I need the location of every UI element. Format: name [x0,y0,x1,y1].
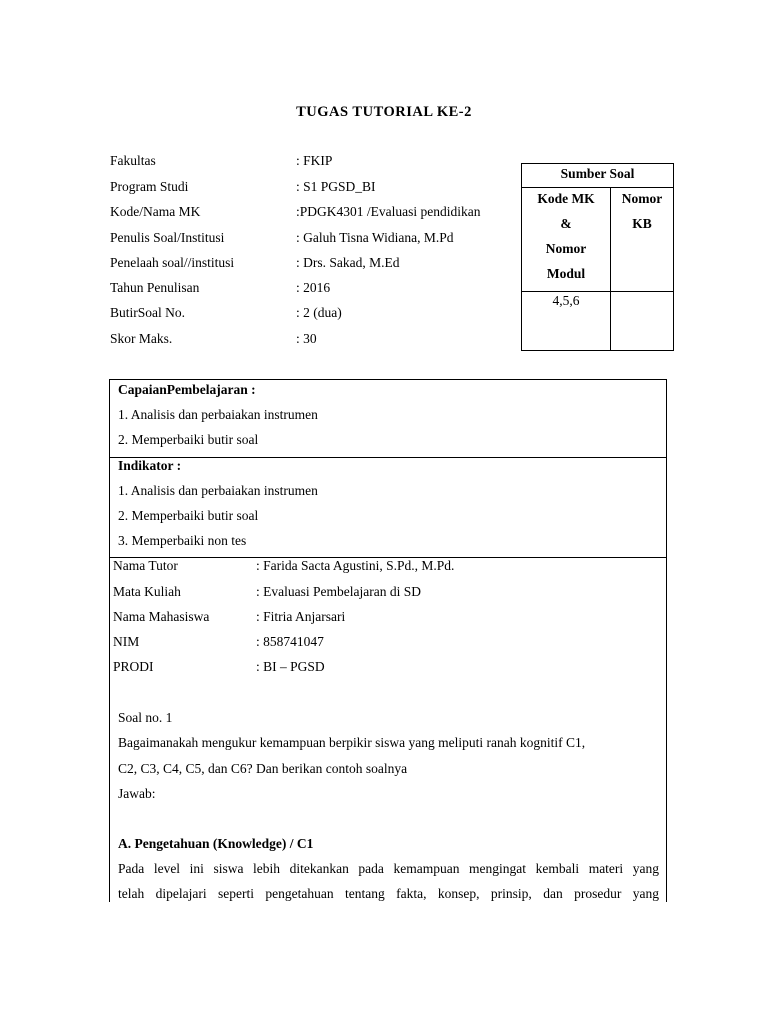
info-label: Penulis Soal/Institusi [110,230,225,245]
section-a-paragraph-line: Pada level ini siswa lebih ditekankan pada kemampuan mengingat kembali materi yang [118,861,659,876]
sumber-col2-line: KB [632,216,652,231]
info-label: Program Studi [110,179,189,194]
info-value: : S1 PGSD_BI [296,179,376,194]
student-label: Nama Tutor [113,558,178,573]
info-label: ButirSoal No. [110,305,186,320]
capaian-item: 1. Analisis dan perbaiakan instrumen [118,407,318,422]
info-label: Tahun Penulisan [110,280,200,295]
info-value: : 30 [296,331,317,346]
student-label: Nama Mahasiswa [113,609,210,624]
info-value: :PDGK4301 /Evaluasi pendidikan [296,204,481,219]
sumber-col1-line: & [560,216,572,231]
main-table [109,379,667,902]
indikator-item: 2. Memperbaiki butir soal [118,508,259,523]
jawab-label: Jawab: [118,786,156,801]
student-label: PRODI [113,659,154,674]
indikator-item: 3. Memperbaiki non tes [118,533,247,548]
student-value: : Fitria Anjarsari [256,609,346,624]
student-value: : 858741047 [256,634,324,649]
capaian-item: 2. Memperbaiki butir soal [118,432,259,447]
info-label: Kode/Nama MK [110,204,201,219]
info-value: : 2016 [296,280,331,295]
sumber-col1-line: Nomor [545,241,587,256]
soal-number: Soal no. 1 [118,710,173,725]
student-value: : BI – PGSD [256,659,325,674]
soal-question-line: C2, C3, C4, C5, dan C6? Dan berikan contoh soalnya [118,761,408,776]
student-value: : Farida Sacta Agustini, S.Pd., M.Pd. [256,558,455,573]
sumber-soal-table [521,163,674,351]
info-label: Fakultas [110,153,156,168]
page-title: TUGAS TUTORIAL KE-2 [296,104,472,120]
sumber-header: Sumber Soal [560,166,635,181]
sumber-modul-value: 4,5,6 [552,293,580,308]
soal-question-line: Bagaimanakah mengukur kemampuan berpikir siswa yang meliputi ranah kognitif C1, [118,735,586,750]
sumber-col2-line: Nomor [621,191,663,206]
sumber-col1-line: Modul [546,266,586,281]
indikator-item: 1. Analisis dan perbaiakan instrumen [118,483,318,498]
indikator-heading: Indikator : [118,458,182,473]
student-label: NIM [113,634,140,649]
student-value: : Evaluasi Pembelajaran di SD [256,584,421,599]
info-value: : Drs. Sakad, M.Ed [296,255,400,270]
info-value: : Galuh Tisna Widiana, M.Pd [296,230,454,245]
info-label: Skor Maks. [110,331,173,346]
capaian-heading: CapaianPembelajaran : [118,382,256,397]
section-a-paragraph-line: telah dipelajari seperti pengetahuan tentang fakta, konsep, prinsip, dan prosedur yang [118,886,659,901]
student-label: Mata Kuliah [113,584,181,599]
info-value: : FKIP [296,153,333,168]
info-value: : 2 (dua) [296,305,342,320]
info-label: Penelaah soal//institusi [110,255,235,270]
sumber-col1-line: Kode MK [537,191,595,206]
section-a-heading: A. Pengetahuan (Knowledge) / C1 [118,836,314,851]
